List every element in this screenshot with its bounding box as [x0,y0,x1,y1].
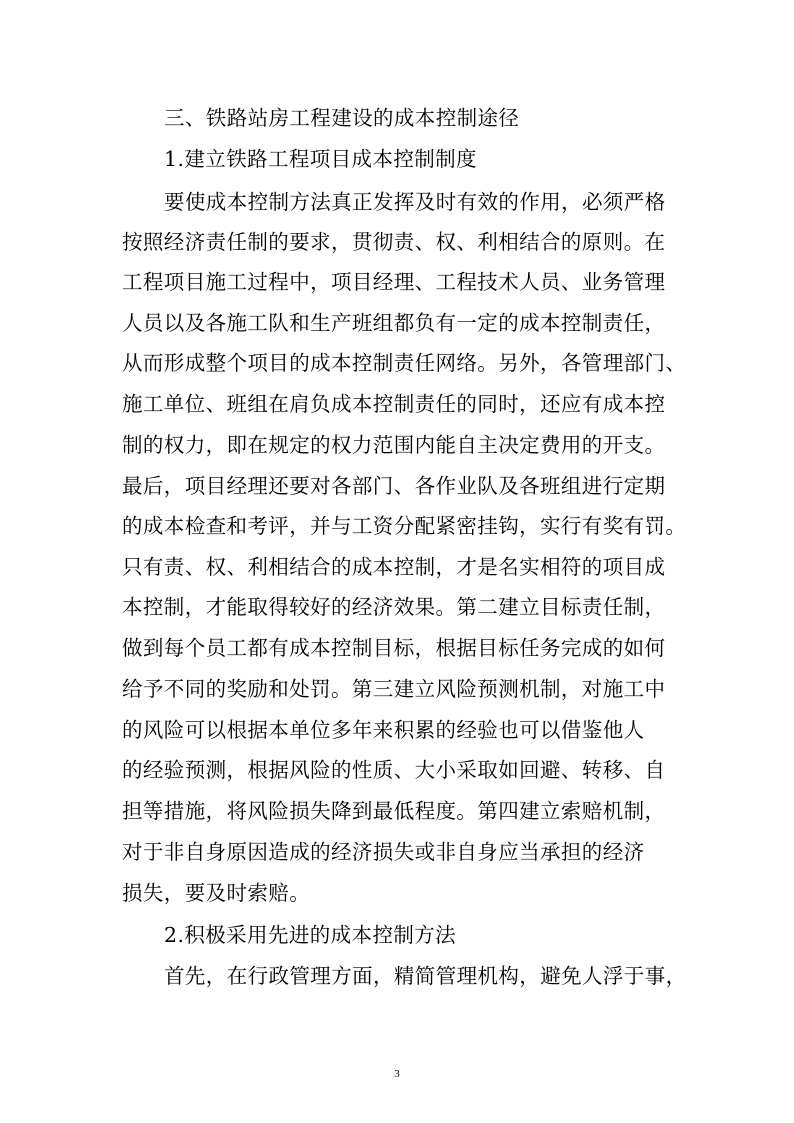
paragraph-1-line: 的经验预测，根据风险的性质、大小采取如回避、转移、自 [122,758,666,782]
paragraph-1-line: 本控制，才能取得较好的经济效果。第二建立目标责任制， [122,595,666,619]
paragraph-1-line: 制的权力，即在规定的权力范围内能自主决定费用的开支。 [122,433,666,457]
paragraph-1-line: 损失，要及时索赔。 [122,881,311,905]
paragraph-1-line: 工程项目施工过程中，项目经理、工程技术人员、业务管理 [122,270,666,294]
paragraph-2-line: 首先，在行政管理方面，精简管理机构，避免人浮于事， [164,964,687,988]
paragraph-1-line: 的成本检查和考评，并与工资分配紧密挂钩，实行有奖有罚。 [122,514,687,538]
paragraph-1-line: 的风险可以根据本单位多年来积累的经验也可以借鉴他人 [122,718,645,742]
page-number: 3 [394,1068,400,1080]
subheading-2: 2.积极采用先进的成本控制方法 [164,923,457,947]
paragraph-1-line: 给予不同的奖励和处罚。第三建立风险预测机制，对施工中 [122,677,666,701]
paragraph-1-line: 对于非自身原因造成的经济损失或非自身应当承担的经济 [122,840,645,864]
paragraph-1-line: 人员以及各施工队和生产班组都负有一定的成本控制责任， [122,311,666,335]
paragraph-1-line: 要使成本控制方法真正发挥及时有效的作用，必须严格 [164,190,666,214]
paragraph-1-line: 做到每个员工都有成本控制目标，根据目标任务完成的如何 [122,636,666,660]
subheading-1: 1.建立铁路工程项目成本控制制度 [164,147,477,171]
paragraph-1-line: 最后，项目经理还要对各部门、各作业队及各班组进行定期 [122,474,666,498]
paragraph-1-line: 施工单位、班组在肩负成本控制责任的同时，还应有成本控 [122,392,666,416]
paragraph-1-line: 按照经济责任制的要求，贯彻责、权、利相结合的原则。在 [122,230,666,254]
section-heading: 三、铁路站房工程建设的成本控制途径 [164,106,520,130]
paragraph-1-line: 从而形成整个项目的成本控制责任网络。另外，各管理部门、 [122,351,687,375]
paragraph-1-line: 担等措施，将风险损失降到最低程度。第四建立索赔机制， [122,799,666,823]
paragraph-1-line: 只有责、权、利相结合的成本控制，才是名实相符的项目成 [122,555,666,579]
